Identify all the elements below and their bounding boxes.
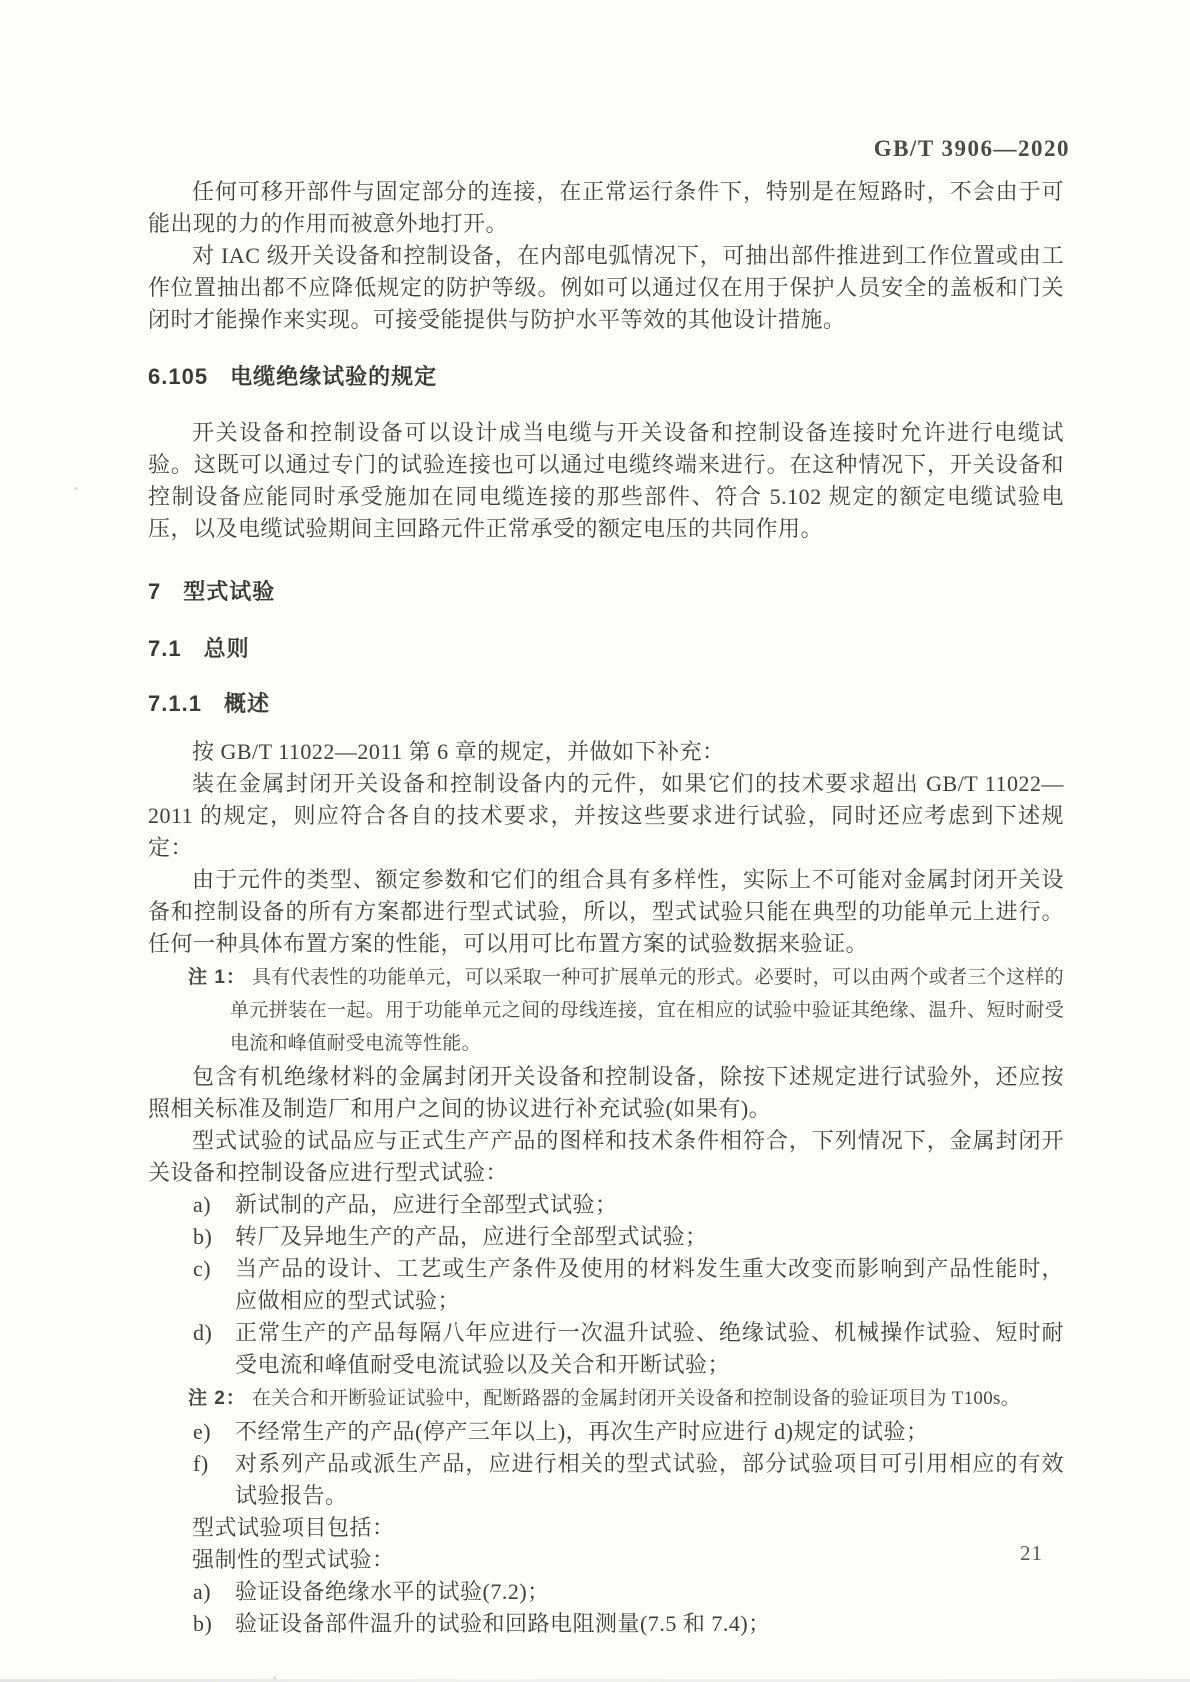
list-item-text: 当产品的设计、工艺或生产条件及使用的材料发生重大改变而影响到产品性能时，应做相应的型式试验； xyxy=(235,1256,1064,1313)
paragraph-iac-class: 对 IAC 级开关设备和控制设备，在内部电弧情况下，可抽出部件推进到工作位置或由工作位置抽出都不应降低规定的防护等级。例如可以通过仅在用于保护人员安全的盖板和门关闭时才能操作来实现。可接受能提供与防护水平等效的其他设计措施。 xyxy=(148,243,1064,332)
paragraph-type-test-items: 型式试验项目包括： xyxy=(192,1515,395,1540)
paragraph-supplement: 按 GB/T 11022—2011 第 6 章的规定，并做如下补充： xyxy=(192,739,725,764)
section-heading-7-1 xyxy=(148,632,1064,663)
standard-number-header: GB/T 3906—2020 xyxy=(873,136,1070,161)
list-item-b xyxy=(148,1221,1064,1253)
page-number: 21 xyxy=(1020,1541,1043,1565)
list-item-a2 xyxy=(148,1576,1064,1608)
list-item-text: 新试制的产品，应进行全部型式试验； xyxy=(235,1192,618,1217)
note-2-text: 在关合和开断验证试验中，配断路器的金属封闭开关设备和控制设备的验证项目为 T100s。 xyxy=(251,1388,1021,1409)
list-item-label: b) xyxy=(193,1611,213,1636)
paragraph-cable-test: 开关设备和控制设备可以设计成当电缆与开关设备和控制设备连接时允许进行电缆试验。这既可以通过专门的试验连接也可以通过电缆终端来进行。在这种情况下，开关设备和控制设备应能同时承受施加在同电缆连接的那些部件、符合 5.102 规定的额定电缆试验电压，以及电缆试验期间主回路元件正常承受的额定电压的共同作用。 xyxy=(148,420,1064,541)
section-number: 7.1 xyxy=(148,636,182,661)
paragraph-mandatory-tests: 强制性的型式试验： xyxy=(192,1547,395,1572)
note-1-text: 具有代表性的功能单元，可以采取一种可扩展单元的形式。必要时，可以由两个或者三个这样的单元拼装在一起。用于功能单元之间的母线连接，宜在相应的试验中验证其绝缘、温升、短时耐受电流和峰值耐受电流等性能。 xyxy=(230,967,1064,1054)
list-item-label: b) xyxy=(193,1224,213,1249)
list-item-label: f) xyxy=(193,1451,209,1476)
section-heading-6-105 xyxy=(148,360,1064,391)
list-item-text: 对系列产品或派生产品，应进行相关的型式试验，部分试验项目可引用相应的有效试验报告。 xyxy=(235,1451,1064,1508)
list-item-d xyxy=(148,1317,1064,1381)
paragraph-variety: 由于元件的类型、额定参数和它们的组合具有多样性，实际上不可能对金属封闭开关设备和控制设备的所有方案都进行型式试验，所以，型式试验只能在典型的功能单元上进行。任何一种具体布置方案的性能，可以用可比布置方案的试验数据来验证。 xyxy=(148,867,1064,956)
list-item-text: 正常生产的产品每隔八年应进行一次温升试验、绝缘试验、机械操作试验、短时耐受电流和峰值耐受电流试验以及关合和开断试验； xyxy=(235,1320,1064,1377)
section-title: 概述 xyxy=(223,691,270,716)
note-2 xyxy=(148,1382,1064,1415)
list-item-c xyxy=(148,1253,1064,1317)
note-1-label: 注 1： xyxy=(188,967,246,988)
section-title: 电缆绝缘试验的规定 xyxy=(230,364,438,389)
list-item-b2 xyxy=(148,1608,1064,1640)
list-item-e xyxy=(148,1416,1064,1448)
list-item-label: a) xyxy=(193,1192,212,1217)
section-number: 7.1.1 xyxy=(148,691,202,716)
scan-speck xyxy=(74,487,78,490)
chapter-title: 型式试验 xyxy=(183,579,276,604)
chapter-heading-7 xyxy=(148,575,1064,606)
list-item-label: e) xyxy=(193,1419,212,1444)
list-item-label: c) xyxy=(193,1256,212,1281)
page-body xyxy=(148,176,1064,1640)
note-1 xyxy=(148,961,1064,1060)
paragraph-specimen: 型式试验的试品应与正式生产产品的图样和技术条件相符合，下列情况下，金属封闭开关设备和控制设备应进行型式试验： xyxy=(148,1128,1064,1185)
paragraph-organic-insulation: 包含有机绝缘材料的金属封闭开关设备和控制设备，除按下述规定进行试验外，还应按照相关标准及制造厂和用户之间的协议进行补充试验(如果有)。 xyxy=(148,1064,1064,1121)
list-item-label: d) xyxy=(193,1320,213,1345)
section-heading-7-1-1 xyxy=(148,687,1064,718)
list-item-a xyxy=(148,1189,1064,1221)
list-item-text: 验证设备部件温升的试验和回路电阻测量(7.5 和 7.4)； xyxy=(235,1611,771,1636)
list-item-text: 验证设备绝缘水平的试验(7.2)； xyxy=(235,1579,550,1604)
chapter-number: 7 xyxy=(148,579,162,604)
list-item-f xyxy=(148,1448,1064,1512)
list-item-label: a) xyxy=(193,1579,212,1604)
paragraph-components: 装在金属封闭开关设备和控制设备内的元件，如果它们的技术要求超出 GB/T 11022—2011 的规定，则应符合各自的技术要求，并按这些要求进行试验，同时还应考虑到下述规定： xyxy=(148,771,1064,860)
paragraph-removable-parts: 任何可移开部件与固定部分的连接，在正常运行条件下，特别是在短路时，不会由于可能出现的力的作用而被意外地打开。 xyxy=(148,179,1064,236)
note-2-label: 注 2： xyxy=(188,1388,246,1409)
section-number: 6.105 xyxy=(148,364,209,389)
list-item-text: 转厂及异地生产的产品，应进行全部型式试验； xyxy=(235,1224,708,1249)
section-title: 总则 xyxy=(203,636,250,661)
list-item-text: 不经常生产的产品(停产三年以上)，再次生产时应进行 d)规定的试验； xyxy=(235,1419,929,1444)
